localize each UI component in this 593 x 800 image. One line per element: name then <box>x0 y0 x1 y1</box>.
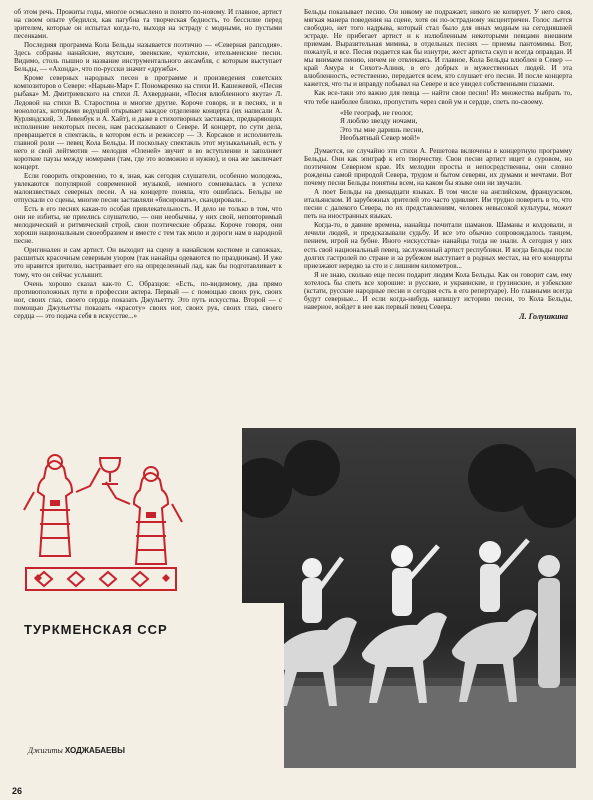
photo-panel <box>14 428 576 768</box>
left-paragraph-2: Последняя программа Кола Бельды называется поэтично — «Северная рапсодия». Здесь собраны нанайские, якутские, эвенкские, чукотские, ительменские песни. Видимо, столь пышно и название инструментального ансамбля, с которым выступает Бельды, — «Ахонда», что по-русски значит «дружба». <box>14 41 282 74</box>
poem-line: Необъятный Север мой!» <box>340 133 421 143</box>
left-paragraph-7: Очень хорошо сказал как-то С. Образцов: «Есть, по-видимому, два прямо противоположных пути в профессии актера. Первый — с помощью своих рук, своих ног, своих глаз, своего сердца показать Джульетту. Это путь искусства. Второй — с помощью Джульетты показать «красоту» своих ног, своих рук, своих глаз, своего сердца — это подача себя в искусстве...» <box>14 279 282 320</box>
right-paragraph-1: Бельды показывает песню. Он никому не подражает, никого не копирует. У него своя, мягкая манера поведения на сцене, хотя он по-эстрадному эксцентричен. Голос льется свободно, нет того надрыва, который стал было для иных модным на сегодняшней эстраде. Не прибегает артист и к излюбленным некоторыми певцами внешним приемам. Выразительная мимика, в отдельных песнях — приемы пантомимы. Вот, пожалуй, и все. Песня подается как бы изнутри, жест артиста скуп и всегда оправдан. И мы внимаем пению, ничем не отвлекаясь. И главное, Кола Бельды влюблен в Север — край Амура и Сихотэ-Алиня, в его добрых и мужественных людей. И эта влюбленность, естественно, передается всем, кто слушает его песни. И после концерта кажется, что ты и вправду побывал на Севере и все увидел собственными глазами. <box>304 8 572 89</box>
caption-name: ХОДЖАБАЕВЫ <box>64 746 125 755</box>
right-text-column <box>304 8 572 321</box>
right-paragraph-5: Когда-то, в давние времена, нанайцы почитали шаманов. Шаманы и колдовали, и лечили людей, и предсказывали судьбу. И все это обычно сопровождалось танцем, пением, игрой на бубне. Иного «искусства» нанайцы тогда не знали. А сегодня у них есть свой национальный певец, заслуженный артист республики. И когда Бельды после долгих гастролей по стране и за рубежом выступает в родных местах, на его концерты приезжают нередко за сто и с лишним километров... <box>304 221 572 270</box>
author-signature: Л. Голушкина <box>519 311 568 321</box>
right-paragraph-6: Я не знаю, сколько еще песен подарит людям Кола Бельды. Как он говорит сам, ему хотелось бы спеть все хорошие: и русские, и украинские, и грузинские, и узбекские (кстати, русские народные песни и сегодня есть в его репертуаре). Но главными всегда будут северные... И если когда-нибудь напишут историю песни, то Кола Бельды, наверное, войдет в нее как первый певец Севера. <box>304 270 572 311</box>
riders-photo-illustration <box>242 428 576 768</box>
right-paragraph-4: А поет Бельды на двенадцати языках. В том числе на английском, французском, итальянском. И зарубежных зрителей это часто удивляет. Им трудно поверить в то, что песни с далекого Севера, по их представлениям, человек невысокой культуры, может петь на иностранных языках. <box>304 188 572 221</box>
left-text-column <box>14 8 282 321</box>
left-paragraph-1: об этом речь. Прожиты годы, многое осмыслено и понято по-новому. И главное, артист на своем опыте убедился, как пагубна та творческая бедность, то бессилие перед зрителем, которые он испытал когда-то, выходя на эстраду с модными, но пустыми песенками. <box>14 8 282 41</box>
left-paragraph-4: Если говорить откровенно, то я, зная, как сегодня слушатели, особенно молодежь, увлекаются популярной современной музыкой, немного сомневалась в успехе малоизвестных северных песен. А на концерте поняла, что ошиблась. Бельды не отпускали со сцены, многие песни заставляли «бисировать», скандировали... <box>14 171 282 205</box>
poem-line: Я люблю звезду ночами, <box>340 116 418 126</box>
poem-line: Это ты мне даришь песни, <box>340 124 424 134</box>
page-number: 26 <box>12 786 23 796</box>
poem-quote <box>340 109 572 143</box>
left-paragraph-5: Есть в его песнях какая-то особая привлекательность. И дело не только в том, что они не избиты, не приелись слушателю, — они необычны, у них свой, неповторимый мелодический и ритмический строй, свои поэтические образы. Короче говоря, они хороши национальным своеобразием и вместе с тем так мило и дороги нам в народной песне. <box>14 205 282 246</box>
riders-photo <box>242 428 576 768</box>
right-paragraph-3: Думается, не случайно эти стихи А. Решетова включены в концертную программу Бельды. Они как эпиграф к его творчеству. Свои песни артист ищет в суровом, но поэтичном Северном крае. Их мелодии просты и непосредственны, они словно рождены самой природой Севера, трудом и бытом северян, их думами и мечтами. Вот почему песни Бельды понятны всем, на каком бы языке они ни звучали. <box>304 146 572 188</box>
right-paragraph-2: Как все-таки это важно для певца — найти свои песни! Из множества выбрать то, что тебе наиболее близко, пропустить через свой ум и сердце, спеть по-своему. <box>304 89 572 106</box>
caption-prefix: Джигиты <box>28 746 65 755</box>
left-paragraph-3: Кроме северных народных песен в программе и произведения советских композиторов о Севере: «Нарьян-Мар» Г. Пономаренко на стихи И. Кашежевой, «Песня рыбака» М. Дмитриевского на стихи Л. Ахвердиани, «Песня влюбленного якута» Л. Ледовой на стихи В. Старостина и многие другие. Короче говоря, и в песнях, и в монологах, которыми ведущий открывает каждое отделение концерта (их написали А. Курляндский, Э. Левенбук и А. Хайт), и даже в стихотворных заставках, предваряющих исполнение некоторых песен, нам рассказывают о Севере. И концерт, по сути дела, превращается в спектакль, в котором есть и режиссер — Э. Корсаков и исполнитель главной роли — певец Кола Бельды. И поскольку спектакль этот музыкальный, есть у него и свой лейтмотив — мелодия «Оленей» звучит и во вступлении и заполняет короткие паузы между номерами (там, где это возможно и нужно), и она же заключает концерт. <box>14 74 282 171</box>
poem-line: «Не географ, не геолог, <box>340 107 413 117</box>
left-paragraph-6: Оригинален и сам артист. Он выходит на сцену в нанайском костюме и сапожках, расшитых красочным северным узором (так нанайцы одеваются по праздникам). И уже это нравится зрителю, настраивает его на определенный лад, как бы подготавливает к тому, что он сейчас услышит. <box>14 246 282 279</box>
photo-caption <box>28 746 125 755</box>
republic-title: ТУРКМЕНСКАЯ ССР <box>24 622 168 637</box>
turkmen-ornament-emblem <box>14 428 284 768</box>
